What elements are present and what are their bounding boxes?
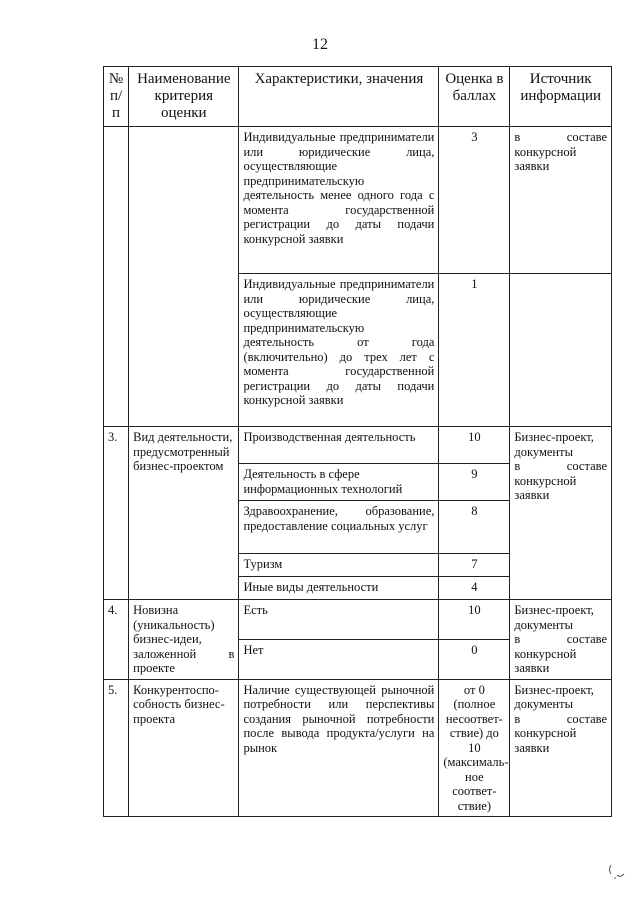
score-cell: от 0 (полное несоответ-ствие) до 10 (максималь-ное соответ-ствие)	[439, 679, 510, 817]
score-cell: 8	[439, 501, 510, 554]
source-cell	[510, 679, 612, 817]
source-text-top: Бизнес-проект, документы	[514, 682, 594, 711]
characteristic-cell: Иные виды деятельности	[239, 577, 439, 600]
score-cell: 0	[439, 639, 510, 679]
characteristic-cell: Наличие существующей рыночной потребности или перспективы создания рыночной потребности после вывода продукта/услуги на рынок	[239, 679, 439, 817]
table-row	[104, 679, 612, 817]
score-cell: 7	[439, 554, 510, 577]
ink-mark-icon	[605, 862, 627, 882]
header-characteristics: Характеристики, значения	[239, 67, 439, 127]
header-source: Источник информации	[510, 67, 612, 127]
characteristic-cell: Нет	[239, 639, 439, 679]
score-cell: 3	[439, 127, 510, 274]
source-cell	[510, 427, 612, 600]
score-cell: 10	[439, 427, 510, 464]
table-header-row	[104, 67, 612, 127]
header-score: Оценка в баллах	[439, 67, 510, 127]
criterion-name: Новизна (уникальность) бизнес-идеи, заложенной в проекте	[129, 600, 239, 680]
characteristic-cell: Производственная деятельность	[239, 427, 439, 464]
row-num: 4.	[104, 600, 129, 680]
table-row	[104, 600, 612, 640]
score-cell: 10	[439, 600, 510, 640]
source-text-top: Бизнес-проект, документы	[514, 430, 594, 459]
row-name-cell	[129, 127, 239, 427]
source-text-bottom: в составе конкурсной заявки	[514, 459, 607, 502]
criteria-table	[103, 66, 612, 817]
source-cell	[510, 600, 612, 680]
characteristic-cell: Туризм	[239, 554, 439, 577]
characteristic-cell: Здравоохранение, образование, предоставление социальных услуг	[239, 501, 439, 554]
source-text-bottom: в составе конкурсной заявки	[514, 632, 607, 675]
source-cell	[510, 274, 612, 427]
characteristic-cell: Индивидуальные предприниматели или юридические лица, осуществляющие предпринимательскую деятельность от года (включительно) до трех лет с момента государственной регистрации до даты подачи конкурсной заявки	[239, 274, 439, 427]
header-num: № п/п	[104, 67, 129, 127]
criterion-name: Конкурентоспо-собность бизнес-проекта	[129, 679, 239, 817]
header-name: Наименование критерия оценки	[129, 67, 239, 127]
row-num-cell	[104, 127, 129, 427]
characteristic-cell: Есть	[239, 600, 439, 640]
source-text-bottom: в составе конкурсной заявки	[514, 711, 607, 755]
score-cell: 9	[439, 464, 510, 501]
row-num: 5.	[104, 679, 129, 817]
characteristic-cell: Индивидуальные предприниматели или юридические лица, осуществляющие предпринимательскую деятельность менее одного года с момента государственной регистрации до даты подачи конкурсной заявки	[239, 127, 439, 274]
page-number: 12	[312, 36, 328, 53]
table-row	[104, 127, 612, 274]
table-row	[104, 427, 612, 464]
characteristic-cell: Деятельность в сфере информационных технологий	[239, 464, 439, 501]
criterion-name: Вид деятельности, предусмотренный бизнес-проектом	[129, 427, 239, 600]
source-cell: в составе конкурсной заявки	[510, 127, 612, 274]
score-cell: 4	[439, 577, 510, 600]
source-text-top: Бизнес-проект, документы	[514, 603, 594, 632]
row-num: 3.	[104, 427, 129, 600]
score-cell: 1	[439, 274, 510, 427]
